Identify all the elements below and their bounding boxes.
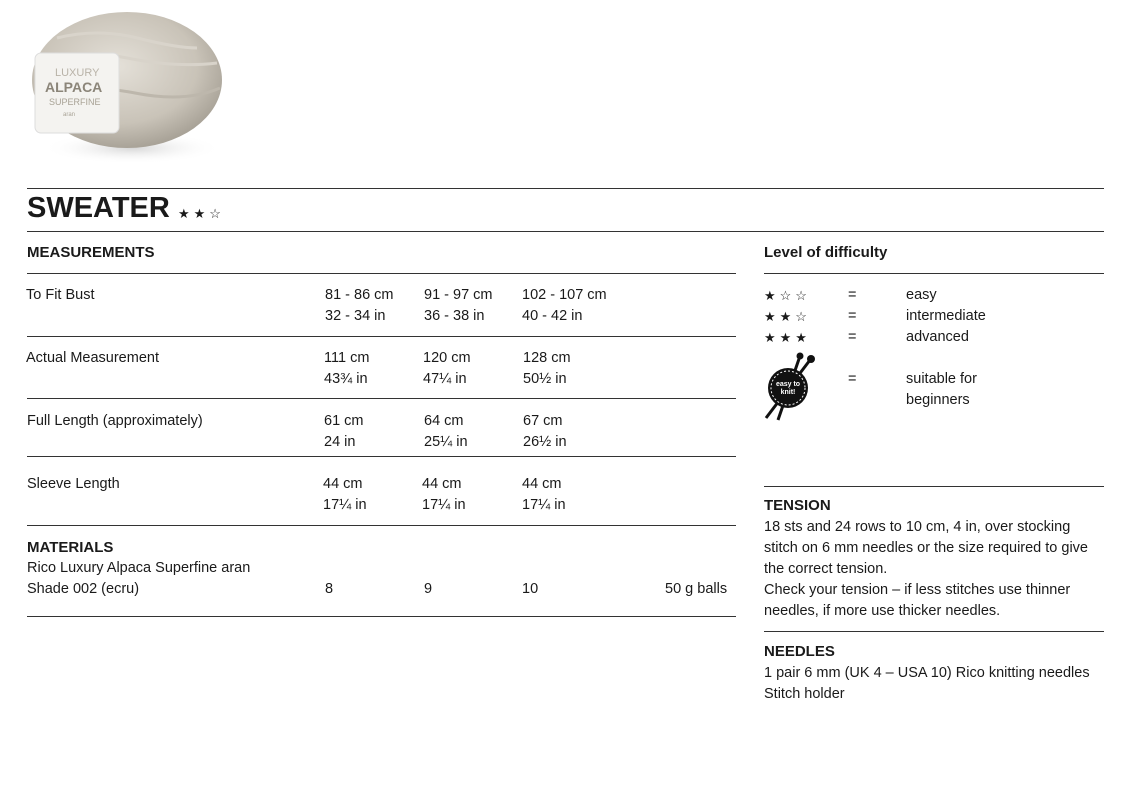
materials-shade: Shade 002 (ecru) (27, 581, 140, 597)
tension-rule (764, 486, 1104, 487)
size-2-value: 120 cm (423, 350, 471, 366)
level-intermediate: intermediate (906, 308, 986, 324)
row-divider (27, 398, 736, 399)
level-advanced: advanced (906, 329, 969, 345)
materials-heading: MATERIALS (27, 539, 114, 556)
size-1-value: 43¾ in (324, 371, 368, 387)
materials-unit: 50 g balls (665, 581, 728, 597)
stars-advanced: ★★★ (764, 330, 811, 345)
level-easy: easy (906, 287, 937, 303)
size-1-value: 111 cm (324, 350, 370, 366)
page-title: SWEATER (27, 192, 170, 224)
row-divider (27, 525, 736, 526)
measurements-heading: MEASUREMENTS (27, 244, 155, 261)
row-divider (27, 336, 736, 337)
materials-qty-size-2: 9 (424, 581, 433, 597)
yarn-label-text-3: SUPERFINE (49, 97, 101, 107)
title-bottom-rule (27, 231, 1104, 232)
needles-rule (764, 631, 1104, 632)
tension-text-line: stitch on 6 mm needles or the size required to give (764, 540, 1088, 556)
needles-heading: NEEDLES (764, 643, 835, 660)
size-2-value: 17¼ in (422, 497, 466, 513)
size-3-value: 102 - 107 cm (522, 287, 607, 303)
easy-to-knit-badge-icon (760, 352, 822, 424)
tension-text-line: the correct tension. (764, 561, 888, 577)
yarn-label-text-2: ALPACA (45, 79, 103, 95)
measurements-rule (27, 273, 736, 274)
size-2-value: 25¼ in (424, 434, 468, 450)
badge-text-line-2: knit! (780, 389, 796, 396)
equals-sign: = (848, 371, 857, 387)
size-2-value: 47¼ in (423, 371, 467, 387)
title-top-rule (27, 188, 1104, 189)
yarn-label-text-4: aran (63, 112, 76, 118)
stars-easy: ★☆☆ (764, 288, 811, 303)
badge-text-line-1: easy to (775, 381, 801, 388)
size-3-value: 50½ in (523, 371, 567, 387)
size-2-value: 44 cm (422, 476, 462, 492)
row-divider (27, 456, 736, 457)
size-1-value: 44 cm (323, 476, 363, 492)
yarn-ball-image (27, 8, 227, 168)
materials-qty-size-3: 10 (522, 581, 539, 597)
size-3-value: 128 cm (523, 350, 571, 366)
size-2-value: 36 - 38 in (424, 308, 485, 324)
size-3-value: 17¼ in (522, 497, 566, 513)
stars-intermediate: ★★☆ (764, 309, 811, 324)
row-label: Sleeve Length (27, 476, 120, 492)
size-1-value: 32 - 34 in (325, 308, 386, 324)
yarn-label-text-1: LUXURY (55, 67, 100, 79)
size-3-value: 40 - 42 in (522, 308, 583, 324)
size-1-value: 61 cm (324, 413, 364, 429)
badge-description-line-1: suitable for (906, 371, 977, 387)
title-difficulty-stars: ★★☆ (178, 206, 225, 221)
needles-text-line: 1 pair 6 mm (UK 4 – USA 10) Rico knitting needles (764, 665, 1090, 681)
materials-rule (27, 616, 736, 617)
difficulty-heading: Level of difficulty (764, 244, 888, 261)
badge-description-line-2: beginners (906, 392, 970, 408)
row-label: Full Length (approximately) (27, 413, 203, 429)
tension-text-line: needles, if more use thicker needles. (764, 603, 1001, 619)
size-1-value: 17¼ in (323, 497, 367, 513)
materials-qty-size-1: 8 (325, 581, 334, 597)
size-2-value: 64 cm (424, 413, 464, 429)
size-1-value: 24 in (324, 434, 356, 450)
row-label: To Fit Bust (26, 287, 95, 303)
tension-heading: TENSION (764, 497, 831, 514)
size-3-value: 44 cm (522, 476, 562, 492)
materials-yarn: Rico Luxury Alpaca Superfine aran (27, 560, 251, 576)
difficulty-rule (764, 273, 1104, 274)
size-3-value: 26½ in (523, 434, 567, 450)
needles-text-line: Stitch holder (764, 686, 845, 702)
tension-text-line: Check your tension – if less stitches use thinner (764, 582, 1071, 598)
equals-sign: = (848, 308, 857, 324)
equals-sign: = (848, 287, 857, 303)
size-2-value: 91 - 97 cm (424, 287, 493, 303)
size-1-value: 81 - 86 cm (325, 287, 394, 303)
row-label: Actual Measurement (26, 350, 159, 366)
tension-text-line: 18 sts and 24 rows to 10 cm, 4 in, over stocking (764, 519, 1071, 535)
size-3-value: 67 cm (523, 413, 563, 429)
equals-sign: = (848, 329, 857, 345)
